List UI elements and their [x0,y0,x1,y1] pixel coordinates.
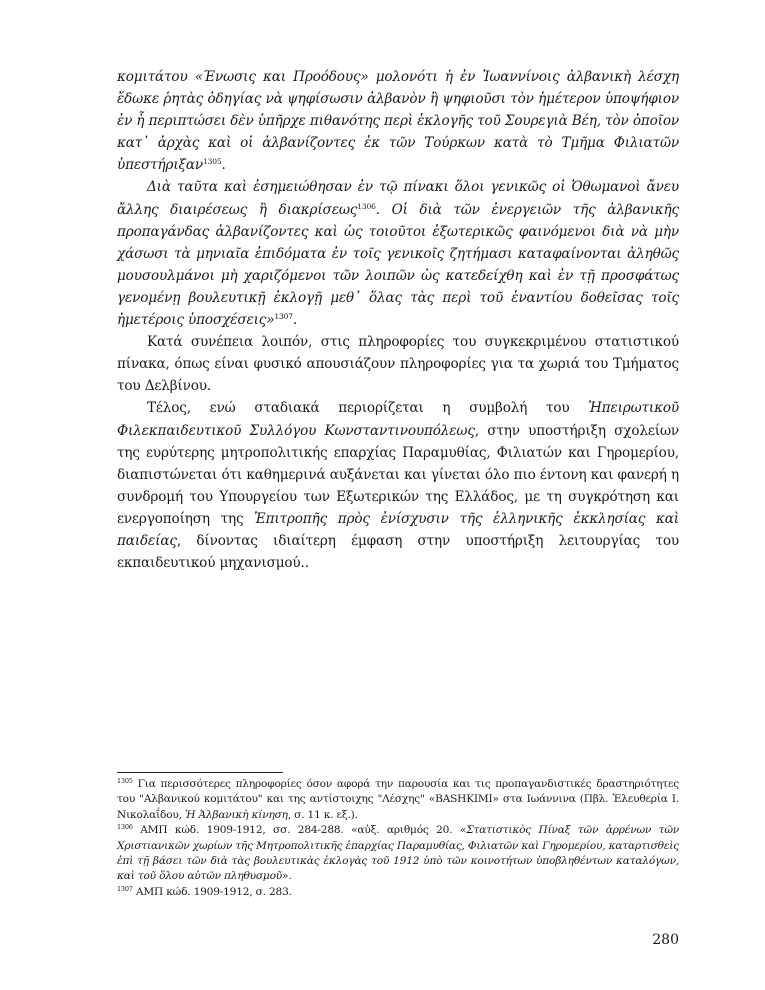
footnote-separator [117,772,283,773]
footnote: $^{1307}$ ΑΜΠ κώδ. 1909-1912, σ. 283. [117,884,292,898]
footnotes [117,777,679,900]
footnote: $^{1305}$ Για περισσότερες πληροφορίες όσον αφορά την παρουσία και τις προπαγανδιστικές δραστηριότητες του "Αλβανικού κομιτάτου" και της αντίστοιχης "Λέσχης" «BASHKIMI» στα Ιωάννινα (Πβλ. Ἐλευθερία Ι. Νικολαΐδου, Ἡ Ἀλβανικὴ κίνηση, σ. 11 κ. εξ.). [117,777,679,821]
footnote-reference: 1306 [357,201,376,211]
main-text [117,66,679,574]
footnote-reference: 1307 [274,312,293,322]
organization-name: Ἠπειρωτικοῦ Φιλεκπαιδευτικοῦ Συλλόγου Κωνσταντινουπόλεως [117,400,679,439]
paragraph: Διὰ ταῦτα καὶ ἐσημειώθησαν ἐν τῷ πίνακι ὅλοι γενικῶς οἱ Ὀθωμανοὶ ἄνευ ἄλλης διαιρέσεως ἢ διακρίσεως$^{1306}$. Οἱ διὰ τῶν ἐνεργειῶν τῆς ἀλβανικῆς προπαγάνδας ἀλβανίζοντες καὶ ὡς τοιοῦτοι ἐξωτερικῶς φαινόμενοι διὰ νὰ μὴν χάσωσι τὰ μηνιαῖα ἐπιδόματα ἐν τοῖς γενικοῖς ζητήμασι καταφαίνονται ἀληθῶς μουσουλμάνοι μὴ χαριζόμενοι τῶν λοιπῶν ὡς κατεδείχθη καὶ ἐν τῇ προσφάτως γενομένῃ βουλευτικῇ ἐκλογῇ μεθ᾽ ὅλας τὰς περὶ τοῦ ἐναντίου δοθεῖσας τοῖς ἡμετέροις ὑποσχέσεις»$^{1307}$. [117,179,679,329]
footnote-number: 1306 [117,823,133,832]
greek-quotation: κομιτάτου «Ένωσις και Προόδους» μολονότι ἡ ἐν Ἰωαννίνοις ἀλβανικὴ λέσχη ἔδωκε ῥητὰς ὁδηγίας νὰ ψηφίσωσιν ἀλβανὸν ἢ ψηφιοῦσι τὸν ἡμέτερον ὑποψήφιον ἐν ἧ περιπτώσει δὲν ὑπῆρχε πιθανότης περὶ ἐκλογῆς τοῦ Σουρεγιὰ Βέη, τὸν ὁποῖον κατ᾽ ἀρχὰς καὶ οἱ ἀλβανίζοντες ἐκ τῶν Τούρκων κατὰ τὸ Τμῆμα Φιλιατῶν ὑπεστήριξαν [117,69,679,174]
page-number: 280 [652,932,679,948]
footnote-reference: 1305 [203,157,222,167]
greek-quotation: . Οἱ διὰ τῶν ἐνεργειῶν τῆς ἀλβανικῆς προπαγάνδας ἀλβανίζοντες καὶ ὡς τοιοῦτοι ἐξωτερικῶς φαινόμενοι διὰ νὰ μὴν χάσωσι τὰ μηνιαῖα ἐπιδόματα ἐν τοῖς γενικοῖς ζητήμασι καταφαίνονται ἀληθῶς μουσουλμάνοι μὴ χαριζόμενοι τῶν λοιπῶν ὡς κατεδείχθη καὶ ἐν τῇ προσφάτως γενομένῃ βουλευτικῇ ἐκλογῇ μεθ᾽ ὅλας τὰς περὶ τοῦ ἐναντίου δοθεῖσας τοῖς ἡμετέροις ὑποσχέσεις» [117,201,679,329]
paragraph: Τέλος, ενώ σταδιακά περιορίζεται η συμβολή του Ἠπειρωτικοῦ Φιλεκπαιδευτικοῦ Συλλόγου Κωνσταντινουπόλεως, στην υποστήριξη σχολείων της ευρύτερης μητροπολιτικής επαρχίας Παραμυθίας, Φιλιατών και Γηρομερίου, διαπιστώνεται ότι καθημερινά αυξάνεται και γίνεται όλο πιο έντονη και φανερή η συνδρομή του Υπουργείου των Εξωτερικών της Ελλάδος, με τη συγκρότηση και ενεργοποίηση της Ἐπιτροπῆς πρὸς ἐνίσχυσιν τῆς ἑλληνικῆς ἐκκλησίας καὶ παιδείας, δίνοντας ιδιαίτερη έμφαση στην υποστήριξη λειτουργίας του εκπαιδευτικού μηχανισμού.. [117,400,679,572]
paragraph: Κατά συνέπεια λοιπόν, στις πληροφορίες του συγκεκριμένου στατιστικού πίνακα, όπως είναι φυσικό απουσιάζουν πληροφορίες για τα χωριά του Τμήματος του Δελβίνου. [117,334,679,395]
paragraph: κομιτάτου «Ένωσις και Προόδους» μολονότι ἡ ἐν Ἰωαννίνοις ἀλβανικὴ λέσχη ἔδωκε ῥητὰς ὁδηγίας νὰ ψηφίσωσιν ἀλβανὸν ἢ ψηφιοῦσι τὸν ἡμέτερον ὑποψήφιον ἐν ἧ περιπτώσει δὲν ὑπῆρχε πιθανότης περὶ ἐκλογῆς τοῦ Σουρεγιὰ Βέη, τὸν ὁποῖον κατ᾽ ἀρχὰς καὶ οἱ ἀλβανίζοντες ἐκ τῶν Τούρκων κατὰ τὸ Τμῆμα Φιλιατῶν ὑπεστήριξαν$^{1305}$. [117,69,679,174]
document-title: Στατιστικὸς Πίναξ τῶν ἀρρένων τῶν Χριστιανικῶν χωρίων τῆς Μητροπολιτικῆς ἐπαρχίας Παραμυθίας, Φιλιατῶν καὶ Γηρομερίου, καταρτισθεὶς ἐπὶ τῇ βάσει τῶν διὰ τὰς βουλευτικὰς ἐκλογὰς τοῦ 1912 ὑπὸ τῶν κοινοτήτων ὑποβληθέντων καταλόγων, καὶ τοῦ ὅλου αὐτῶν πληθυσμοῦ [117,824,680,883]
footnote-number: 1307 [117,884,133,893]
committee-name: Ἐπιτροπῆς πρὸς ἐνίσχυσιν τῆς ἑλληνικῆς ἐκκλησίας καὶ παιδείας [117,510,679,549]
greek-quotation: Διὰ ταῦτα καὶ ἐσημειώθησαν ἐν τῷ πίνακι ὅλοι γενικῶς οἱ Ὀθωμανοὶ ἄνευ ἄλλης διαιρέσεως ἢ διακρίσεως [117,179,679,218]
footnote: $^{1306}$ ΑΜΠ κώδ. 1909-1912, σσ. 284-288. «αὐξ. αριθμός 20. «Στατιστικὸς Πίναξ τῶν ἀρρένων τῶν Χριστιανικῶν χωρίων τῆς Μητροπολιτικῆς ἐπαρχίας Παραμυθίας, Φιλιατῶν καὶ Γηρομερίου, καταρτισθεὶς ἐπὶ τῇ βάσει τῶν διὰ τὰς βουλευτικὰς ἐκλογὰς τοῦ 1912 ὑπὸ τῶν κοινοτήτων ὑποβληθέντων καταλόγων, καὶ τοῦ ὅλου αὐτῶν πληθυσμοῦ». [117,823,680,883]
book-title: Ἡ Ἀλβανικὴ κίνηση [184,808,288,821]
footnote-number: 1305 [117,777,133,785]
